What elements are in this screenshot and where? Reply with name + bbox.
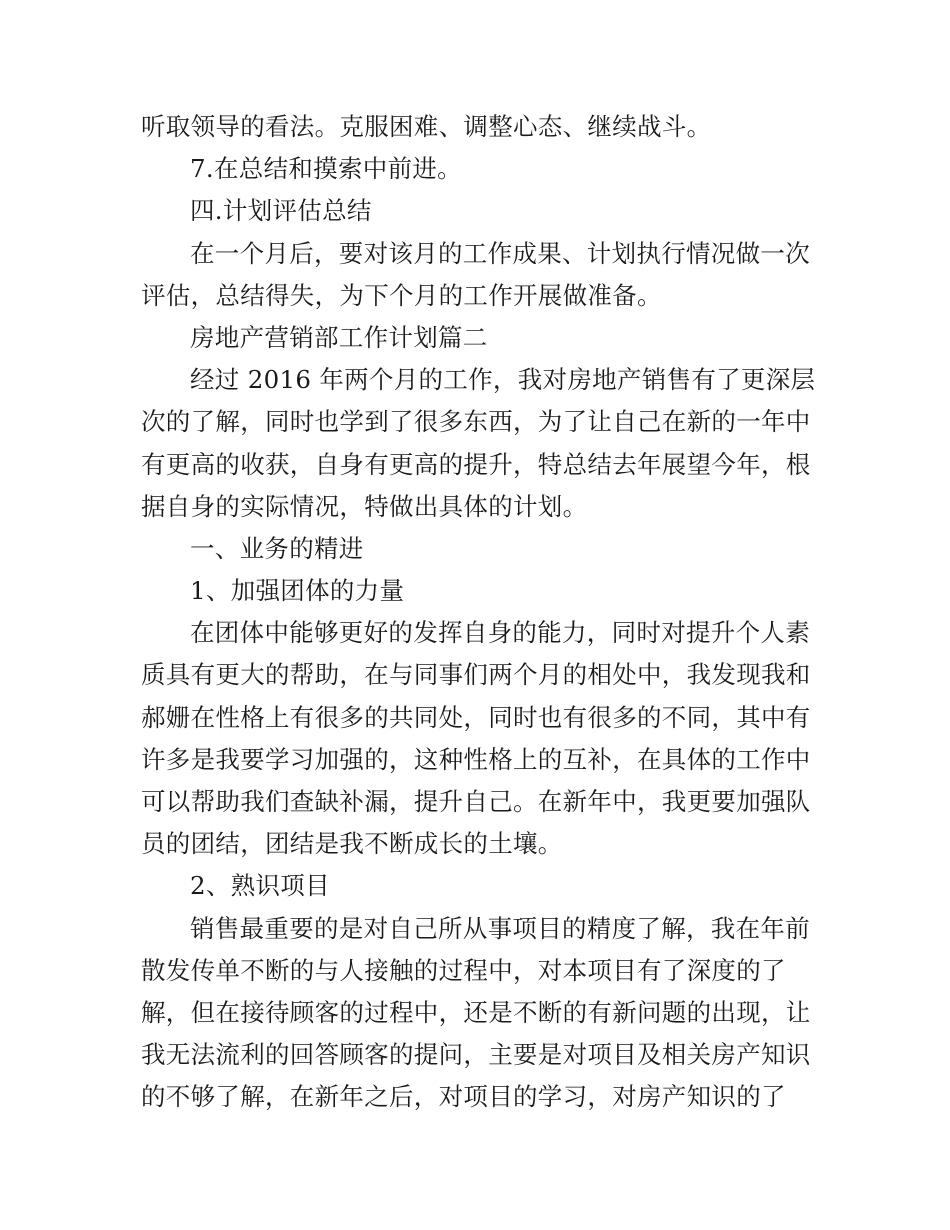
text-line: 据自身的实际情况，特做出具体的计划。 <box>141 491 588 521</box>
text-line: 有更高的收获，自身有更高的提升，特总结去年展望今年，根 <box>141 449 811 479</box>
subsection-heading: 2、熟识项目 <box>190 871 330 901</box>
section-heading: 四.计划评估总结 <box>190 196 372 226</box>
text-line: 解，但在接待顾客的过程中，还是不断的有新问题的出现，让 <box>141 997 811 1027</box>
document-body <box>141 106 816 1119</box>
text-line: 我无法流利的回答顾客的提问，主要是对项目及相关房产知识 <box>141 1040 811 1070</box>
text-line: 次的了解，同时也学到了很多东西，为了让自己在新的一年中 <box>141 407 811 437</box>
text-line: 的不够了解，在新年之后，对项目的学习，对房产知识的了 <box>141 1082 786 1112</box>
text-line: 听取领导的看法。克服困难、调整心态、继续战斗。 <box>141 112 712 141</box>
text-line: 郝姗在性格上有很多的共同处，同时也有很多的不同，其中有 <box>141 702 811 732</box>
text-line: 经过 2016 年两个月的工作，我对房地产销售有了更深层 <box>190 365 816 395</box>
section-heading: 一、业务的精进 <box>190 533 364 563</box>
subsection-heading: 1、加强团体的力量 <box>190 576 405 606</box>
text-line: 散发传单不断的与人接触的过程中，对本项目有了深度的了 <box>141 955 786 985</box>
text-line: 质具有更大的帮助，在与同事们两个月的相处中，我发现我和 <box>141 660 811 690</box>
text-line: 评估，总结得失，为下个月的工作开展做准备。 <box>141 280 662 310</box>
text-line: 在一个月后，要对该月的工作成果、计划执行情况做一次 <box>190 238 810 268</box>
text-line: 可以帮助我们查缺补漏，提升自己。在新年中，我更要加强队 <box>141 787 811 816</box>
text-line: 在团体中能够更好的发挥自身的能力，同时对提升个人素 <box>190 618 810 648</box>
text-line: 员的团结，团结是我不断成长的土壤。 <box>141 829 563 859</box>
text-line: 许多是我要学习加强的，这种性格上的互补，在具体的工作中 <box>141 744 811 774</box>
article-title: 房地产营销部工作计划篇二 <box>190 322 488 352</box>
text-line: 7.在总结和摸索中前进。 <box>190 154 462 184</box>
text-line: 销售最重要的是对自己所从事项目的精度了解，我在年前 <box>190 913 810 943</box>
